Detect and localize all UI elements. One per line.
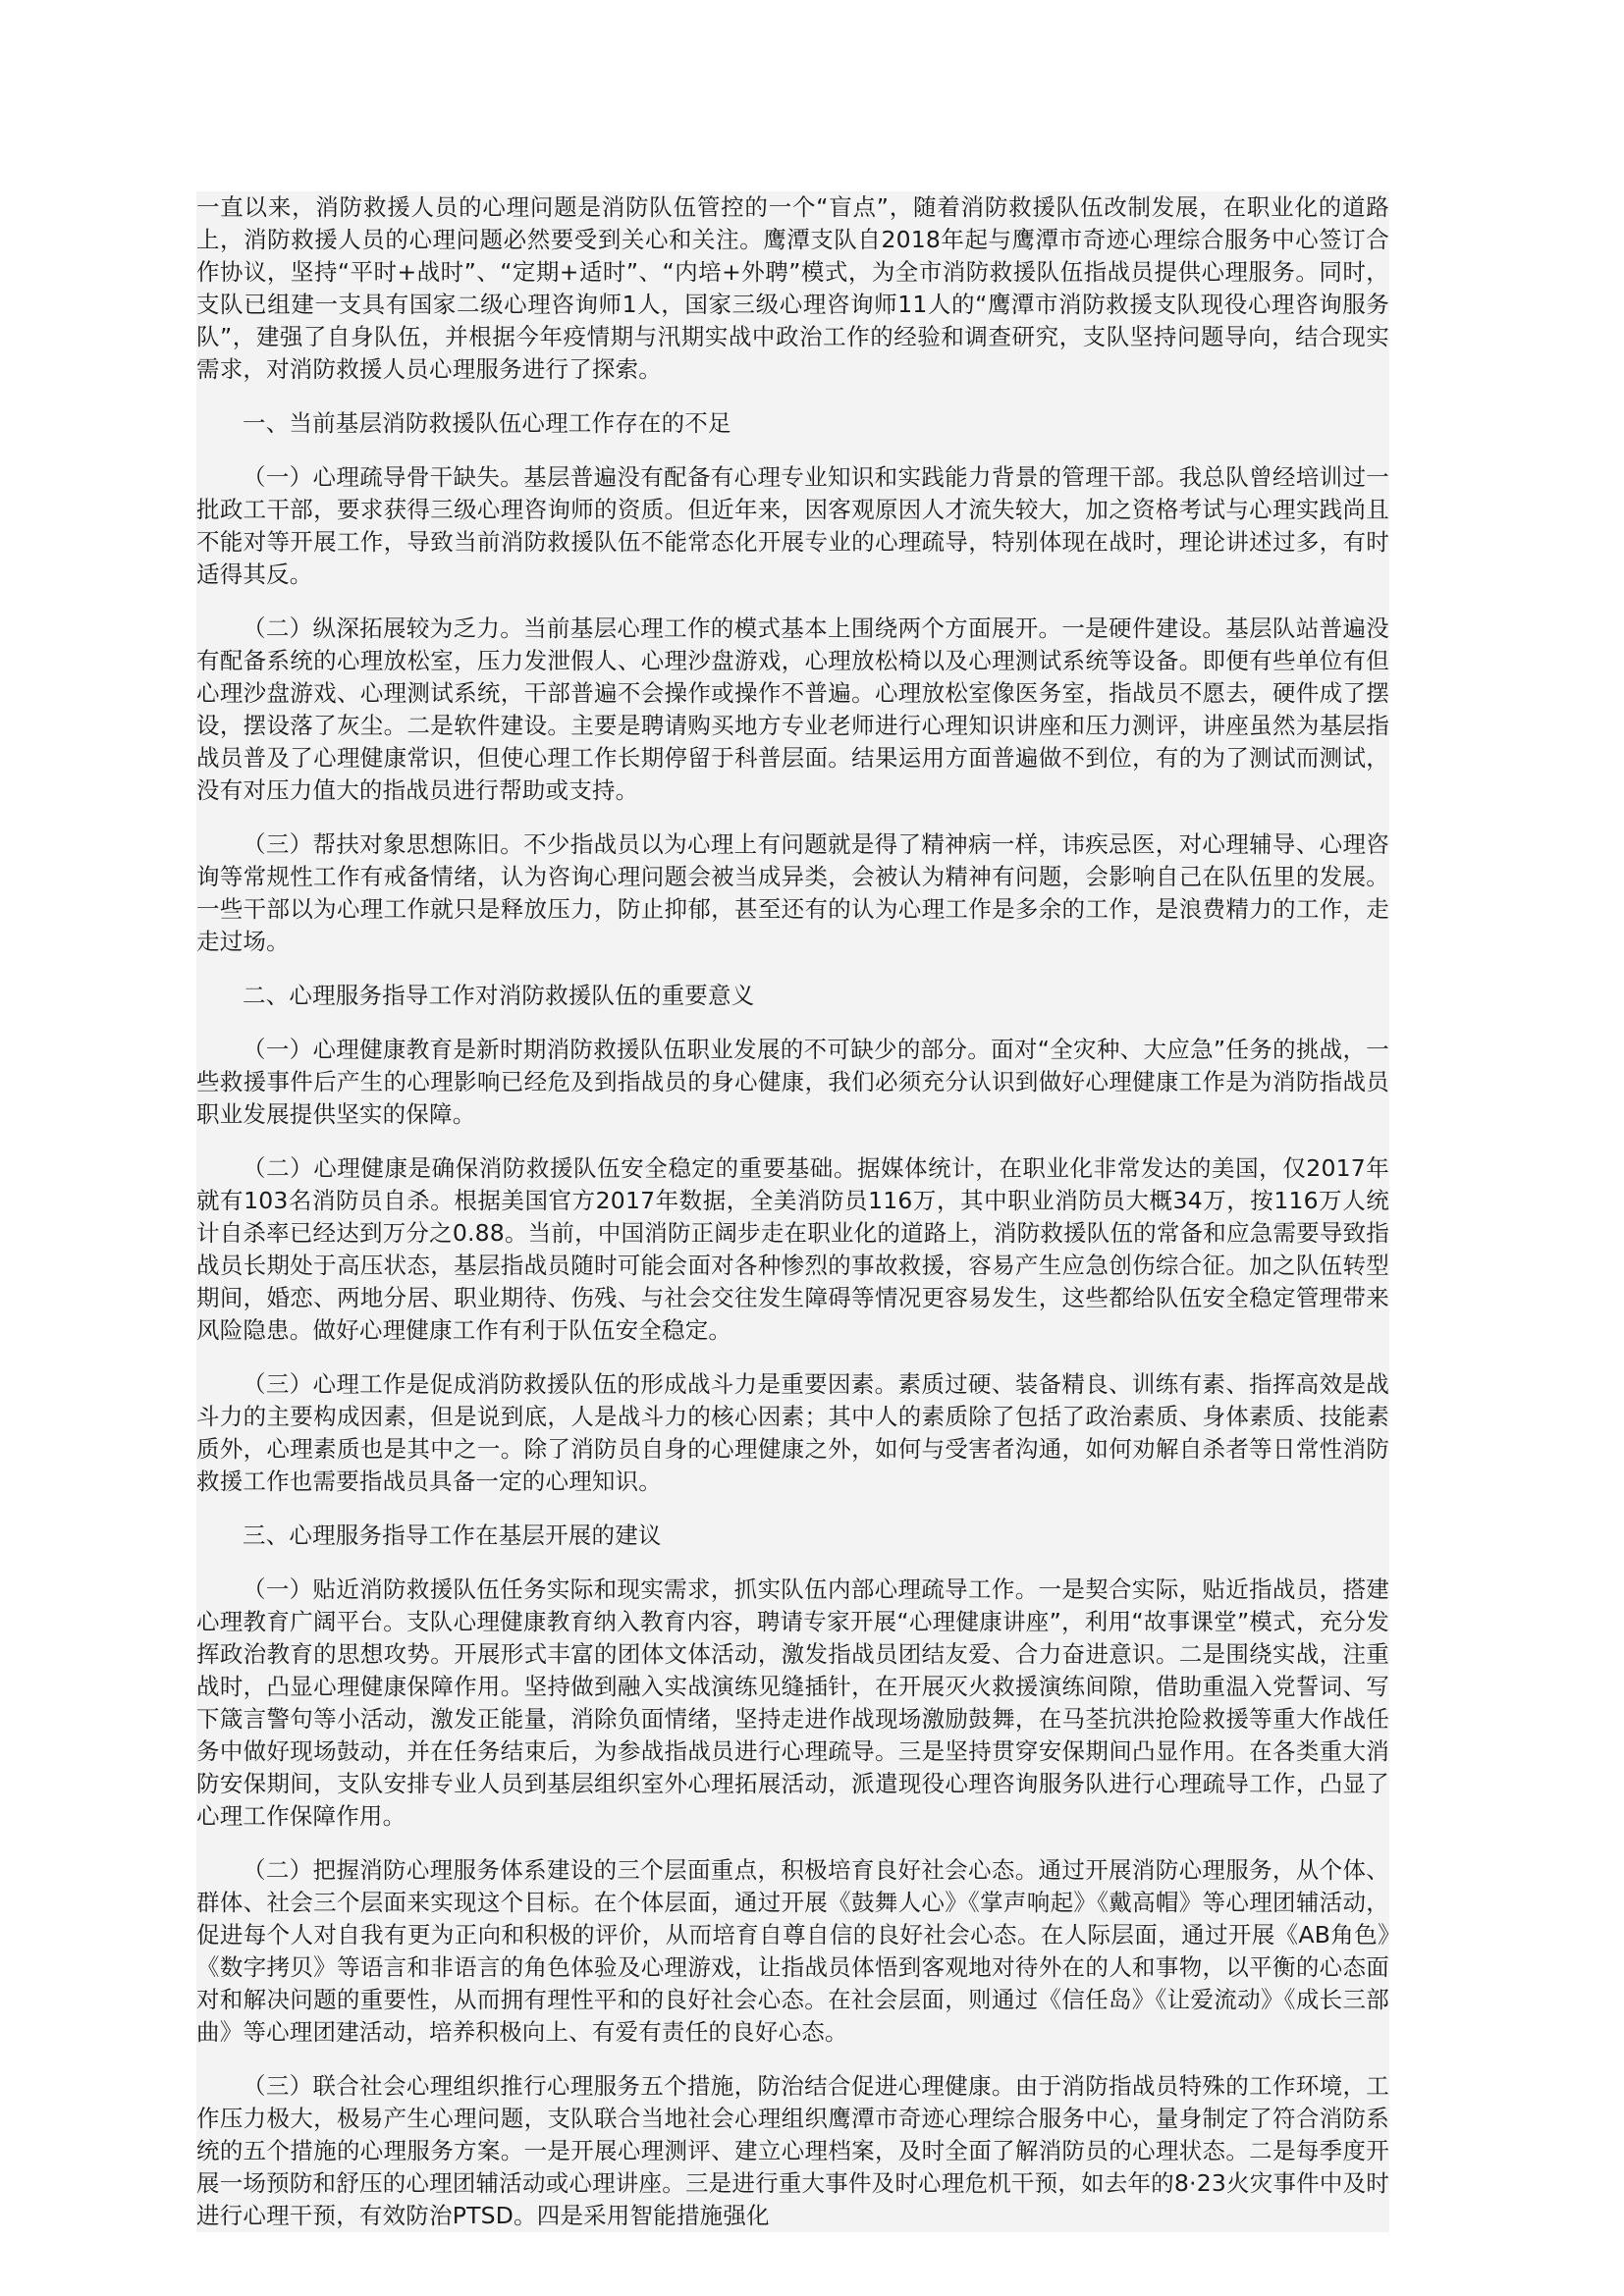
paragraph: （三）心理工作是促成消防救援队伍的形成战斗力是重要因素。素质过硬、装备精良、训练有素、指挥高效是战斗力的主要构成因素，但是说到底，人是战斗力的核心因素；其中人的素质除了包括了政治素质、身体素质、技能素质外，心理素质也是其中之一。除了消防员自身的心理健康之外，如何与受害者沟通，如何劝解自杀者等日常性消防救援工作也需要指战员具备一定的心理知识。 [196,1370,1389,1495]
paragraph: （一）心理疏导骨干缺失。基层普遍没有配备有心理专业知识和实践能力背景的管理干部。我总队曾经培训过一批政工干部，要求获得三级心理咨询师的资质。但近年来，因客观原因人才流失较大，加之资格考试与心理实践尚且不能对等开展工作，导致当前消防救援队伍不能常态化开展专业的心理疏导，特别体现在战时，理论讲述过多，有时适得其反。 [196,463,1389,588]
section-heading-1: 一、当前基层消防救援队伍心理工作存在的不足 [243,409,731,437]
paragraph: （一）心理健康教育是新时期消防救援队伍职业发展的不可缺少的部分。面对“全灾种、大应急”任务的挑战，一些救援事件后产生的心理影响已经危及到指战员的身心健康，我们必须充分认识到做好心理健康工作是为消防指战员职业发展提供坚实的保障。 [196,1036,1389,1128]
paragraph: （二）纵深拓展较为乏力。当前基层心理工作的模式基本上围绕两个方面展开。一是硬件建设。基层队站普遍没有配备系统的心理放松室，压力发泄假人、心理沙盘游戏，心理放松椅以及心理测试系统等设备。即便有些单位有但心理沙盘游戏、心理测试系统，干部普遍不会操作或操作不普遍。心理放松室像医务室，指战员不愿去，硬件成了摆设，摆设落了灰尘。二是软件建设。主要是聘请购买地方专业老师进行心理知识讲座和压力测评，讲座虽然为基层指战员普及了心理健康常识，但使心理工作长期停留于科普层面。结果运用方面普遍做不到位，有的为了测试而测试，没有对压力值大的指战员进行帮助或支持。 [196,614,1389,804]
paragraph: （二）心理健康是确保消防救援队伍安全稳定的重要基础。据媒体统计，在职业化非常发达的美国，仅2017年就有103名消防员自杀。根据美国官方2017年数据，全美消防员116万，其中职业消防员大概34万，按116万人统计自杀率已经达到万分之0.88。当前，中国消防正阔步走在职业化的道路上，消防救援队伍的常备和应急需要导致指战员长期处于高压状态，基层指战员随时可能会面对各种惨烈的事故救援，容易产生应急创伤综合征。加之队伍转型期间，婚恋、两地分居、职业期待、伤残、与社会交往发生障碍等情况更容易发生，这些都给队伍安全稳定管理带来风险隐患。做好心理健康工作有利于队伍安全稳定。 [196,1154,1389,1344]
paragraph: （二）把握消防心理服务体系建设的三个层面重点，积极培育良好社会心态。通过开展消防心理服务，从个体、群体、社会三个层面来实现这个目标。在个体层面，通过开展《鼓舞人心》《掌声响起》《戴高帽》等心理团辅活动，促进每个人对自我有更为正向和积极的评价，从而培育自尊自信的良好社会心态。在人际层面，通过开展《AB角色》《数字拷贝》等语言和非语言的角色体验及心理游戏，让指战员体悟到客观地对待外在的人和事物，以平衡的心态面对和解决问题的重要性，从而拥有理性平和的良好社会心态。在社会层面，则通过《信任岛》《让爱流动》《成长三部曲》等心理团建活动，培养积极向上、有爱有责任的良好心态。 [196,1856,1389,2046]
paragraph: （一）贴近消防救援队伍任务实际和现实需求，抓实队伍内部心理疏导工作。一是契合实际，贴近指战员，搭建心理教育广阔平台。支队心理健康教育纳入教育内容，聘请专家开展“心理健康讲座”，利用“故事课堂”模式，充分发挥政治教育的思想攻势。开展形式丰富的团体文体活动，激发指战员团结友爱、合力奋进意识。二是围绕实战，注重战时，凸显心理健康保障作用。坚持做到融入实战演练见缝插针，在开展灭火救援演练间隙，借助重温入党誓词、写下箴言警句等小活动，激发正能量，消除负面情绪，坚持走进作战现场激励鼓舞，在马荃抗洪抢险救援等重大作战任务中做好现场鼓动，并在任务结束后，为参战指战员进行心理疏导。三是坚持贯穿安保期间凸显作用。在各类重大消防安保期间，支队安排专业人员到基层组织室外心理拓展活动，派遣现役心理咨询服务队进行心理疏导工作，凸显了心理工作保障作用。 [196,1575,1389,1830]
intro-paragraph: 一直以来，消防救援人员的心理问题是消防队伍管控的一个“盲点”，随着消防救援队伍改制发展，在职业化的道路上，消防救援人员的心理问题必然要受到关心和关注。鹰潭支队自2018年起与鹰潭市奇迹心理综合服务中心签订合作协议，坚持“平时+战时”、“定期+适时”、“内培+外聘”模式，为全市消防救援队伍指战员提供心理服务。同时，支队已组建一支具有国家二级心理咨询师1人，国家三级心理咨询师11人的“鹰潭市消防救援支队现役心理咨询服务队”，建强了自身队伍，并根据今年疫情期与汛期实战中政治工作的经验和调查研究，支队坚持问题导向，结合现实需求，对消防救援人员心理服务进行了探索。 [196,193,1389,383]
section-heading-3: 三、心理服务指导工作在基层开展的建议 [243,1522,662,1549]
paragraph: （三）联合社会心理组织推行心理服务五个措施，防治结合促进心理健康。由于消防指战员特殊的工作环境，工作压力极大，极易产生心理问题，支队联合当地社会心理组织鹰潭市奇迹心理综合服务中心，量身制定了符合消防系统的五个措施的心理服务方案。一是开展心理测评、建立心理档案，及时全面了解消防员的心理状态。二是每季度开展一场预防和舒压的心理团辅活动或心理讲座。三是进行重大事件及时心理危机干预，如去年的8·23火灾事件中及时进行心理干预，有效防治PTSD。四是采用智能措施强化 [196,2072,1389,2229]
article-body [196,191,1389,2232]
section-heading-2: 二、心理服务指导工作对消防救援队伍的重要意义 [243,982,755,1009]
paragraph: （三）帮扶对象思想陈旧。不少指战员以为心理上有问题就是得了精神病一样，讳疾忌医，对心理辅导、心理咨询等常规性工作有戒备情绪，认为咨询心理问题会被当成异类，会被认为精神有问题，会影响自己在队伍里的发展。一些干部以为心理工作就只是释放压力，防止抑郁，甚至还有的认为心理工作是多余的工作，是浪费精力的工作，走走过场。 [196,830,1389,955]
